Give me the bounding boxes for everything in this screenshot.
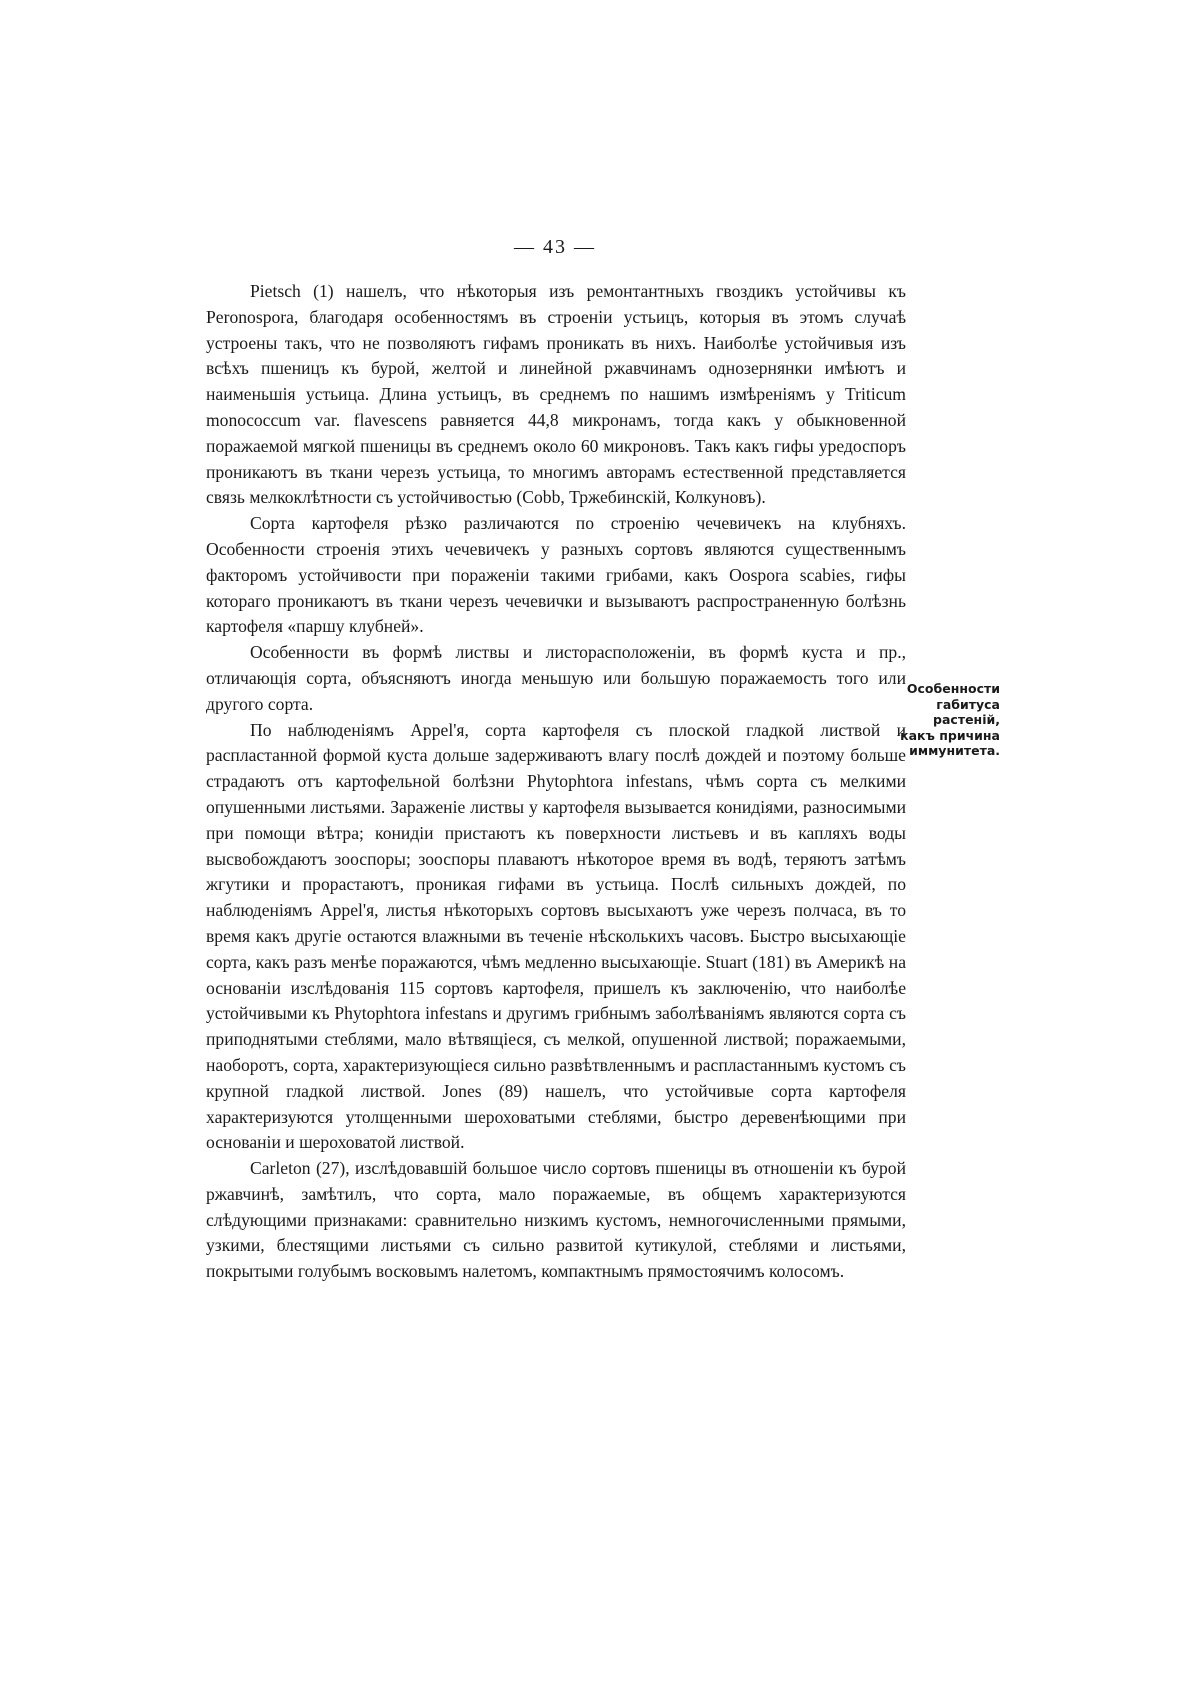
- page-number: — 43 —: [514, 236, 596, 258]
- paragraph-foliage-form: Особенности въ формѣ листвы и листорасположеніи, въ формѣ куста и пр., отличающія сорта, объясняютъ иногда меньшую или большую поражаемость того или другого сорта.: [206, 642, 906, 714]
- margin-note: Особенности габитуса растеній, какъ причина иммунитета.: [900, 681, 1000, 758]
- paragraph-potato-lenticels: Сорта картофеля рѣзко различаются по строенію чечевичекъ на клубняхъ. Особенности строенія этихъ чечевичекъ у разныхъ сортовъ являются существеннымъ факторомъ устойчивости при пораженіи такими грибами, какъ Oospora scabies, гифы котораго проникаютъ въ ткани черезъ чечевички и вызываютъ распространенную болѣзнь картофеля «паршу клубней».: [206, 513, 906, 637]
- paragraph-carleton: Carleton (27), изслѣдовавшій большое число сортовъ пшеницы въ отношеніи къ бурой ржавчинѣ, замѣтилъ, что сорта, мало поражаемые, въ общемъ характеризуются слѣдующими признаками: сравнительно низкимъ кустомъ, немногочисленными прямыми, узкими, блестящими листьями съ сильно развитой кутикулой, стеблями и листьями, покрытыми голубымъ восковымъ налетомъ, компактнымъ прямостоячимъ колосомъ.: [206, 1158, 906, 1282]
- paragraph-pietsch: Pietsch (1) нашелъ, что нѣкоторыя изъ ремонтантныхъ гвоздикъ устойчивы къ Peronospora, благодаря особенностямъ въ строеніи устьицъ, которыя въ этомъ случаѣ устроены такъ, что не позволяютъ гифамъ проникать въ нихъ. Наиболѣе устойчивыя изъ всѣхъ пшеницъ къ бурой, желтой и линейной ржавчинамъ однозернянки имѣютъ и наименьшія устьица. Длина устьицъ, въ среднемъ по нашимъ измѣреніямъ у Triticum monococcum var. flavescens равняется 44,8 микронамъ, тогда какъ у обыкновенной поражаемой мягкой пшеницы въ среднемъ около 60 микроновъ. Такъ какъ гифы уредоспоръ проникаютъ въ ткани черезъ устьица, то многимъ авторамъ естественной представляется связь мелкоклѣтности съ устойчивостью (Cobb, Тржебинскій, Колкуновъ).: [206, 281, 906, 508]
- paragraph-appel-observations: По наблюденіямъ Appel'я, сорта картофеля съ плоской гладкой листвой и распластанной формой куста дольше задерживаютъ влагу послѣ дождей и поэтому больше страдаютъ отъ картофельной болѣзни Phytophtora infestans, чѣмъ сорта съ мелкими опушенными листьями. Зараженіе листвы у картофеля вызывается конидіями, разносимыми при помощи вѣтра; конидіи пристаютъ къ поверхности листьевъ и въ капляхъ воды высвобождаютъ зооспоры; зооспоры плаваютъ нѣкоторое время въ водѣ, теряютъ затѣмъ жгутики и прорастаютъ, проникая гифами въ устьица. Послѣ сильныхъ дождей, по наблюденіямъ Appel'я, листья нѣкоторыхъ сортовъ высыхаютъ уже черезъ полчаса, въ то время какъ другіе остаются влажными въ теченіе нѣсколькихъ часовъ. Быстро высыхающіе сорта, какъ разъ менѣе поражаются, чѣмъ медленно высыхающіе. Stuart (181) въ Америкѣ на основаніи изслѣдованія 115 сортовъ картофеля, пришелъ къ заключенію, что наиболѣе устойчивыми къ Phytophtora infestans и другимъ грибнымъ заболѣваніямъ являются сорта съ приподнятыми стеблями, мало вѣтвящіеся, съ мелкой, опушенной листвой; поражаемыми, наоборотъ, сорта, характеризующіеся сильно развѣтвленнымъ и распластаннымъ кустомъ съ крупной гладкой листвой. Jones (89) нашелъ, что устойчивые сорта картофеля характеризуются утолщенными шероховатыми стеблями, быстро деревенѣющими при основаніи и шероховатой листвой.: [206, 719, 906, 1153]
- body-text: [206, 279, 906, 1285]
